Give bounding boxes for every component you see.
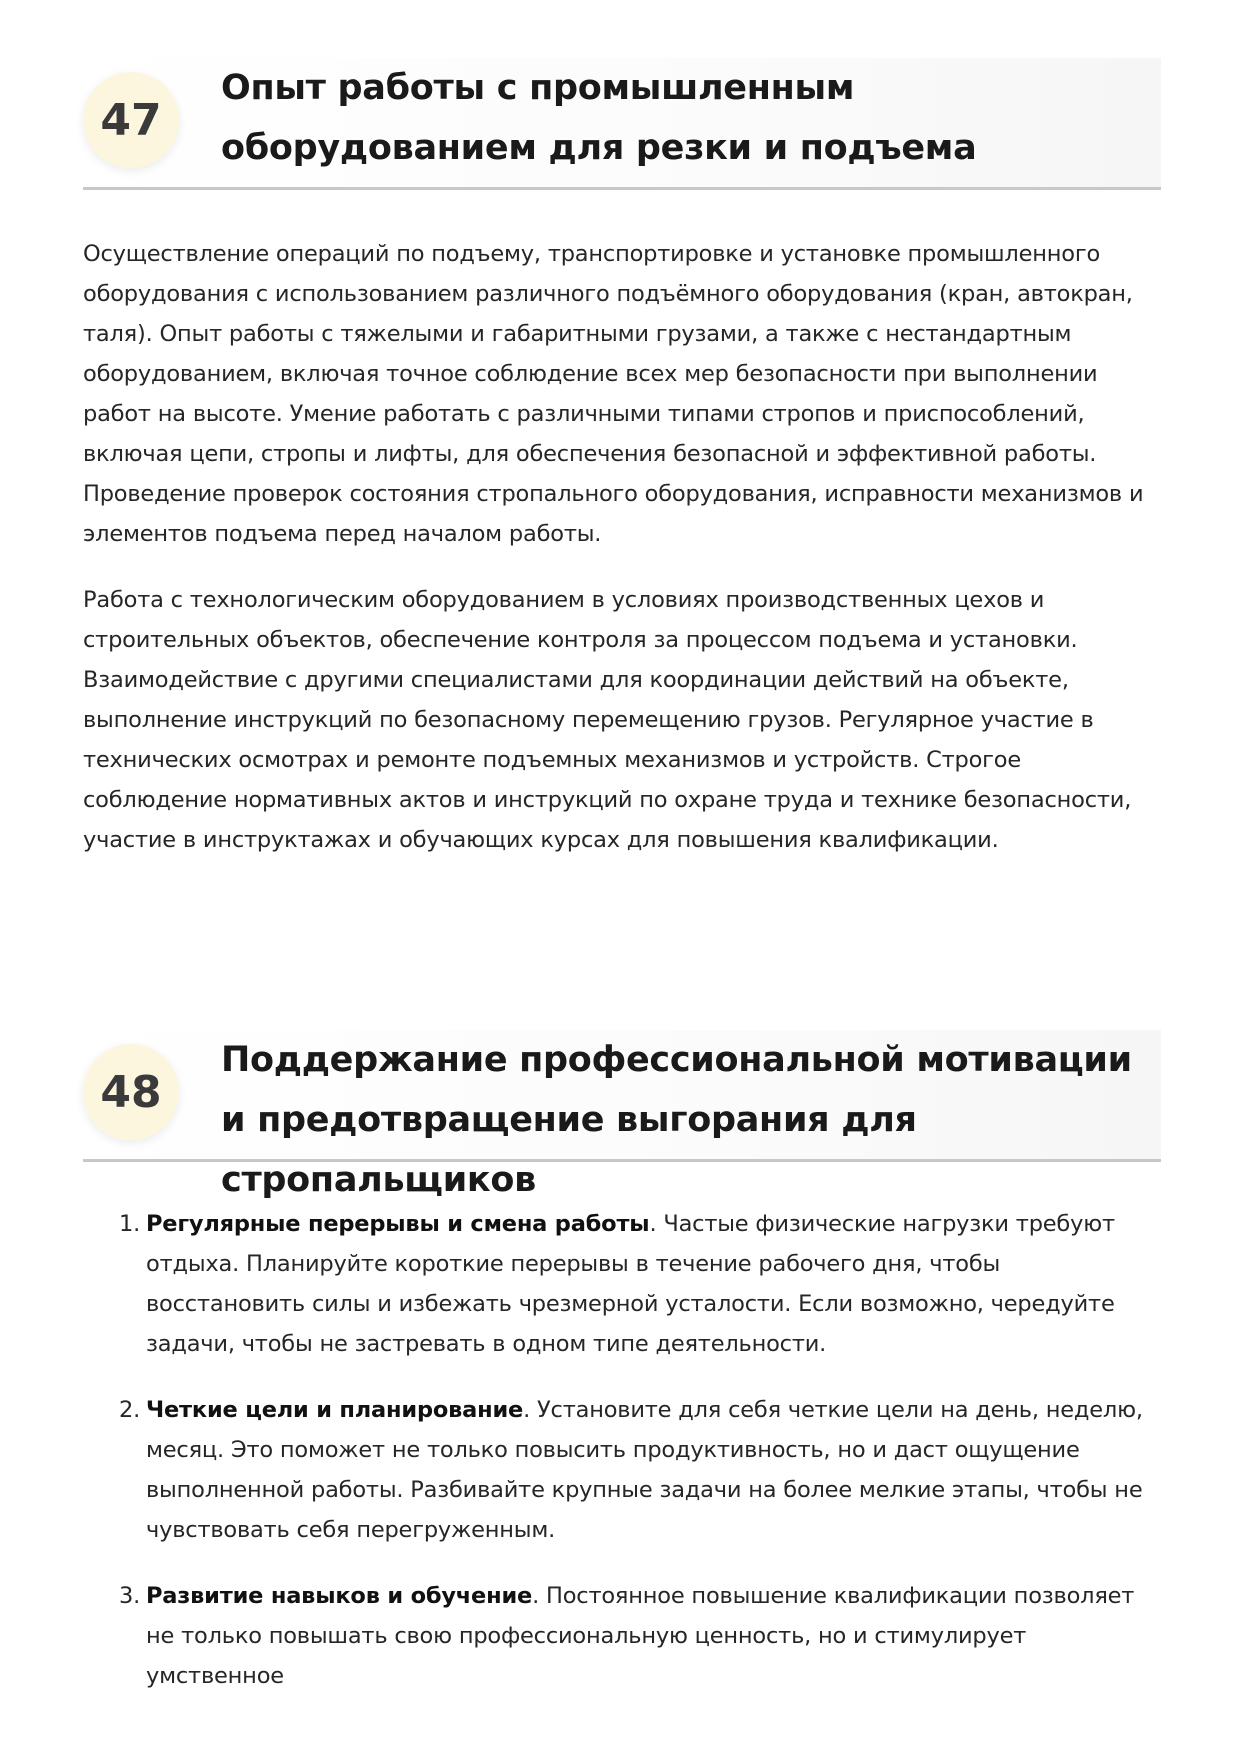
list-item: [83, 1204, 1161, 1364]
tips-list: [83, 1204, 1161, 1696]
list-item-heading: Регулярные перерывы и смена работы: [146, 1211, 650, 1237]
section-header: [83, 1030, 1161, 1200]
section-47: [83, 58, 1161, 860]
paragraph: Работа с технологическим оборудованием в условиях производственных цехов и строительных объектов, обеспечение контроля за процессом подъема и установки. Взаимодействие с другими специалистами для координации действий на объекте, выполнение инструкций по безопасному перемещению грузов. Регулярное участие в технических осмотрах и ремонте подъемных механизмов и устройств. Строгое соблюдение нормативных актов и инструкций по охране труда и технике безопасности, участие в инструктажах и обучающих курсах для повышения квалификации.: [83, 587, 1132, 853]
list-item-number: 3.: [119, 1583, 141, 1609]
list-item-text: . Постоянное повышение квалификации позволяет не только повышать свою профессиональную ценность, но и стимулирует умственное: [146, 1583, 1135, 1689]
list-item-number: 1.: [119, 1211, 141, 1237]
section-number-badge: 47: [83, 72, 179, 168]
list-item: [83, 1576, 1161, 1696]
list-item-number: 2.: [119, 1397, 141, 1423]
section-number-badge: 48: [83, 1044, 179, 1140]
list-item-text: . Частые физические нагрузки требуют отдыха. Планируйте короткие перерывы в течение рабочего дня, чтобы восстановить силы и избежать чрезмерной усталости. Если возможно, чередуйте задачи, чтобы не застревать в одном типе деятельности.: [146, 1211, 1115, 1357]
list-item-heading: Четкие цели и планирование: [146, 1397, 524, 1423]
section-title: Опыт работы с промышленным оборудованием для резки и подъема: [221, 68, 977, 168]
section-title: Поддержание профессиональной мотивации и предотвращение выгорания для стропальщиков: [221, 1040, 1132, 1200]
section-header: [83, 58, 1161, 190]
list-item: [83, 1390, 1161, 1550]
list-item-text: . Установите для себя четкие цели на день, неделю, месяц. Это поможет не только повысить продуктивность, но и даст ощущение выполненной работы. Разбивайте крупные задачи на более мелкие этапы, чтобы не чувствовать себя перегруженным.: [146, 1397, 1143, 1543]
list-item-heading: Развитие навыков и обучение: [146, 1583, 533, 1609]
paragraph: Осуществление операций по подъему, транспортировке и установке промышленного оборудования с использованием различного подъёмного оборудования (кран, автокран, таля). Опыт работы с тяжелыми и габаритными грузами, а также с нестандартным оборудованием, включая точное соблюдение всех мер безопасности при выполнении работ на высоте. Умение работать с различными типами стропов и приспособлений, включая цепи, стропы и лифты, для обеспечения безопасной и эффективной работы. Проведение проверок состояния стропального оборудования, исправности механизмов и элементов подъема перед началом работы.: [83, 241, 1144, 547]
section-48: [83, 1030, 1161, 1722]
